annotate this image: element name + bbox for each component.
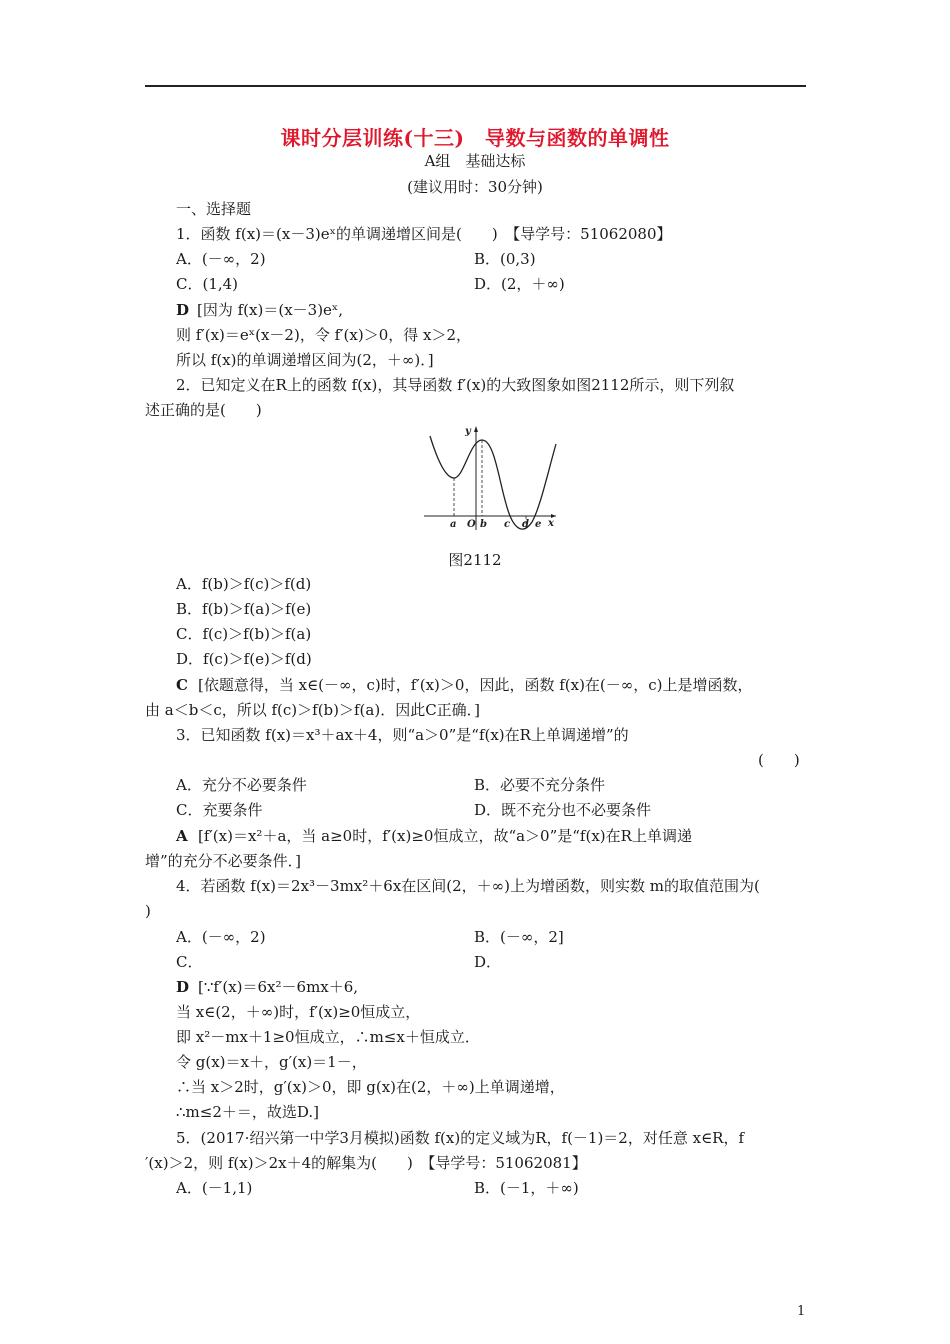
point-label-a: a (450, 519, 457, 530)
q3-option-b: B．必要不充分条件 (474, 776, 606, 794)
question-1: 1．函数 f(x)＝(x－3)eˣ的单调递增区间是( ) 【导学号：51062080】 (176, 225, 672, 243)
q4-answer-letter: D (176, 978, 190, 996)
q4-solution-line: 当 x∈(2，＋∞)时，f′(x)≥0恒成立， (176, 1003, 421, 1021)
q2-option-b: B．f(b)＞f(a)＞f(e) (176, 600, 312, 618)
point-label-b: b (480, 519, 487, 530)
point-label-d: d (522, 519, 529, 530)
q2-solution-line: 由 a＜b＜c，所以 f(c)＞f(b)＞f(a)．因此C正确．] (145, 701, 481, 719)
time-note: (建议用时：30分钟) (407, 178, 543, 196)
q5-option-b: B．(－1，＋∞) (474, 1179, 579, 1197)
q1-option-c: C．(1,4) (176, 275, 239, 293)
q2-option-c: C．f(c)＞f(b)＞f(a) (176, 625, 312, 643)
q4-option-b: B．(－∞，2] (474, 928, 564, 946)
q3-option-c: C．充要条件 (176, 801, 263, 819)
q2-answer-letter: C (176, 676, 188, 694)
q1-solution-line: [因为 f(x)＝(x－3)eˣ, (197, 301, 344, 319)
derivative-curve (430, 436, 556, 529)
q3-solution-line: 增”的充分不必要条件．] (145, 852, 302, 870)
q1-solution-line: 则 f′(x)＝eˣ(x－2)，令 f′(x)＞0，得 x＞2， (176, 326, 472, 344)
q3-solution-line: [f′(x)＝x²＋a，当 a≥0时，f′(x)≥0恒成立，故“a＞0”是“f(x)在R上单调递 (198, 827, 692, 845)
figure-caption: 图2112 (448, 551, 502, 569)
point-label-e: e (535, 519, 542, 530)
question-4-cont: ) (145, 902, 151, 920)
q1-option-a: A．(－∞，2) (176, 250, 266, 268)
q2-solution-line: [依题意得，当 x∈(－∞，c)时，f′(x)＞0，因此，函数 f(x)在(－∞，c)上是增函数， (198, 676, 753, 694)
q4-solution-line: 令 g(x)＝x＋，g′(x)＝1－， (176, 1053, 367, 1071)
q1-option-d: D．(2，＋∞) (474, 275, 565, 293)
section-heading: 一、选择题 (176, 200, 252, 218)
axis-label-y: y (465, 426, 471, 437)
axis-label-x: x (548, 518, 554, 529)
q4-solution-line: 即 x²－mx＋1≥0恒成立，∴m≤x＋恒成立． (176, 1028, 480, 1046)
derivative-graph-figure (420, 422, 560, 534)
header-rule (145, 85, 806, 87)
q3-answer-letter: A (176, 827, 188, 845)
q3-option-d: D．既不充分也不必要条件 (474, 801, 652, 819)
question-2-cont: 述正确的是( ) (145, 401, 262, 419)
y-axis-arrow (474, 426, 478, 432)
page-title: 课时分层训练(十三) 导数与函数的单调性 (280, 126, 670, 150)
question-4: 4．若函数 f(x)＝2x³－3mx²＋6x在区间(2，＋∞)上为增函数，则实数 m的取值范围为( (176, 877, 760, 895)
q3-option-a: A．充分不必要条件 (176, 776, 307, 794)
q5-option-a: A．(－1,1) (176, 1179, 253, 1197)
page-number: 1 (797, 1304, 806, 1319)
question-5: 5．(2017·绍兴第一中学3月模拟)函数 f(x)的定义域为R，f(－1)＝2，对任意 x∈R，f (176, 1129, 745, 1147)
question-2: 2．已知定义在R上的函数 f(x)，其导函数 f′(x)的大致图象如图2112所示，则下列叙 (176, 376, 735, 394)
question-3: 3．已知函数 f(x)＝x³＋ax＋4，则“a＞0”是“f(x)在R上单调递增”的 (176, 726, 629, 744)
q4-option-a: A．(－∞，2) (176, 928, 266, 946)
q4-option-c: C． (176, 953, 203, 971)
q1-solution-line: 所以 f(x)的单调递增区间为(2，＋∞)．] (176, 351, 434, 369)
q4-solution-line: [∵f′(x)＝6x²－6mx＋6, (198, 978, 359, 996)
q2-option-a: A．f(b)＞f(c)＞f(d) (176, 575, 312, 593)
q4-solution-line: ∴m≤2＋＝，故选D.] (176, 1103, 319, 1121)
q1-option-b: B．(0,3) (474, 250, 536, 268)
point-label-c: c (504, 519, 511, 530)
q2-option-d: D．f(c)＞f(e)＞f(d) (176, 650, 312, 668)
origin-label: O (467, 519, 476, 530)
q4-solution-line: ∴当 x＞2时，g′(x)＞0，即 g(x)在(2，＋∞)上单调递增， (176, 1078, 565, 1096)
group-label: A组 基础达标 (424, 152, 526, 170)
q4-option-d: D． (474, 953, 502, 971)
question-5-cont: ′(x)＞2，则 f(x)＞2x＋4的解集为( ) 【导学号：51062081】 (145, 1154, 587, 1172)
answer-bracket: ( ) (758, 751, 800, 769)
q1-answer-letter: D (176, 301, 190, 319)
